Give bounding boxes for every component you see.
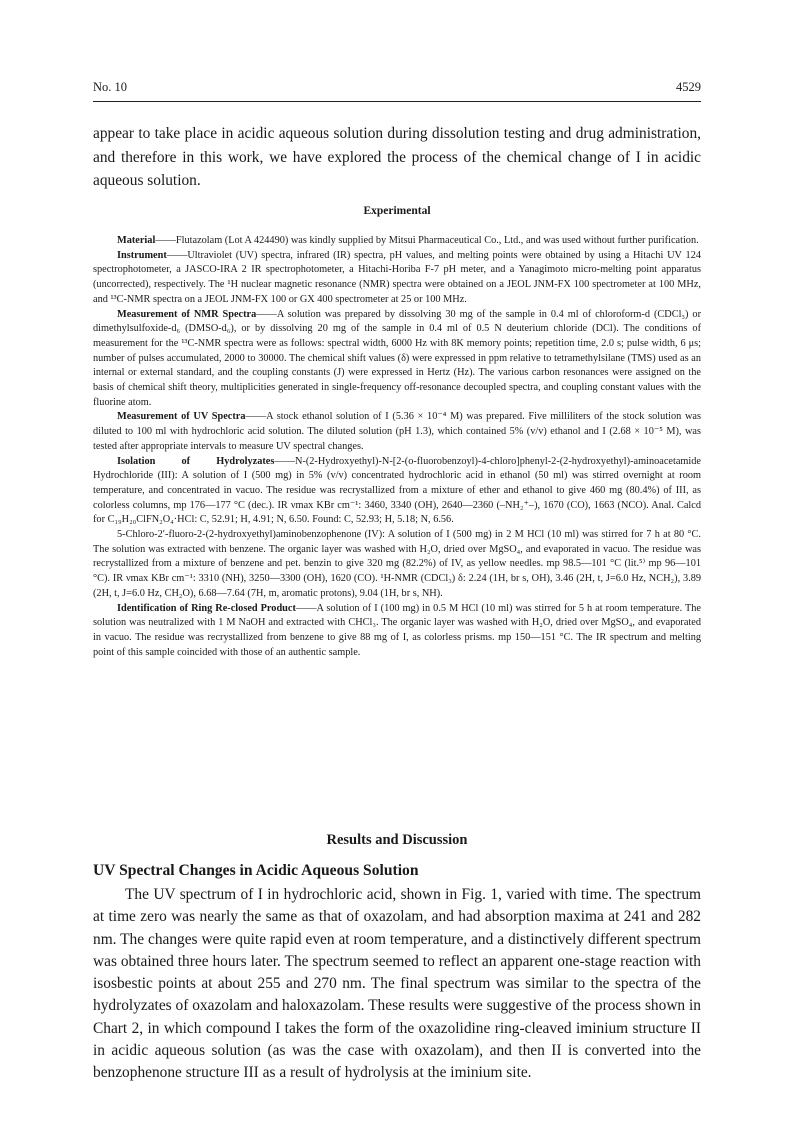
page-header: [93, 80, 701, 98]
uv-changes-subheading: UV Spectral Changes in Acidic Aqueous Solution: [93, 862, 419, 879]
nmr-label: Measurement of NMR Spectra: [117, 308, 257, 320]
intro-paragraph: appear to take place in acidic aqueous solution during dissolution testing and drug administration, and therefore in this work, we have explored the process of the chemical change of I in acidic aqueous solution.: [93, 125, 701, 189]
uv-label: Measurement of UV Spectra: [117, 411, 246, 423]
isolation-paragraph: [93, 455, 701, 529]
results-paragraph: The UV spectrum of I in hydrochloric acid, shown in Fig. 1, varied with time. The spectrum at time zero was nearly the same as that of oxazolam, and had absorption maxima at 241 and 282 nm. The changes were quite rapid even at room temperature, and a distinctively different spectrum was obtained three hours later. The spectrum seemed to reflect an apparent one-stage reaction with isosbestic points at about 255 and 270 nm. The final spectrum was similar to the spectra of the hydrolyzates of oxazolam and haloxazolam. These results were suggestive of the process shown in Chart 2, in which compound I takes the form of the oxazolidine ring-cleaved iminium structure II in acidic aqueous solution (as was the case with oxazolam), and then II is converted into the benzophenone structure III as a result of hydrolysis at the iminium site.: [93, 886, 701, 1082]
header-rule: [93, 101, 701, 102]
results-heading: Results and Discussion: [326, 832, 468, 848]
isolation-text: ——N-(2-Hydroxyethyl)-N-[2-(o-fluorobenzoyl)-4-chloro]phenyl-2-(2-hydroxyethyl)-aminoacetamide Hydrochloride (III): A solution of I (500 mg) in 5% (v/v) concentrated hydrochloric acid in ethanol (50 ml) was stirred overnight at room temperature, and concentrated in vacuo. The residue was recrystallized from a mixture of ether and ethanol to give 460 mg (80.4%) of III, as colorless columns, mp 176—177 °C (dec.). IR νmax KBr cm⁻¹: 3460, 3340 (OH), 2640—2360 (–NH₂⁺–), 1670 (CO), 1663 (NCO). Anal. Calcd for C₁₉H₂₀ClFN₂O₄·HCl: C, 52.91; H, 4.91; N, 6.50. Found: C, 52.93; H, 5.18; N, 6.56.: [93, 455, 701, 526]
instrument-text: ——Ultraviolet (UV) spectra, infrared (IR) spectra, pH values, and melting points were obtained by using a Hitachi UV 124 spectrophotometer, a JASCO-IRA 2 IR spectrophotometer, a Hitachi-Horiba F-7 pH meter, and a Yanagimoto micro-melting point apparatus (uncorrected), respectively. The ¹H nuclear magnetic resonance (NMR) spectra were obtained on a JEOL JNM-FX 100 spectrometer at 100 MHz, and ¹³C-NMR spectra on a JEOL JNM-FX 100 or GX 400 spectrometer at 25 or 100 MHz.: [93, 249, 701, 305]
nmr-paragraph: [93, 308, 701, 411]
journal-issue-number: No. 10: [93, 80, 128, 94]
page-number: 4529: [676, 80, 701, 94]
experimental-section: [93, 234, 701, 660]
material-text: ——Flutazolam (Lot A 424490) was kindly supplied by Mitsui Pharmaceutical Co., Ltd., and was used without further purification.: [155, 235, 699, 246]
instrument-label: Instrument: [117, 249, 167, 261]
ring-label: Identification of Ring Re-closed Product: [117, 602, 296, 614]
instrument-paragraph: [93, 249, 701, 308]
uv-text: ——A stock ethanol solution of I (5.36 × 10⁻⁴ M) was prepared. Five milliliters of the stock solution was diluted to 100 ml with hydrochloric acid solution. The diluted solution (pH 1.3), which contained 5% (v/v) ethanol and I (2.68 × 10⁻⁵ M), was tested after appropriate intervals to measure UV spectral changes.: [93, 411, 701, 452]
uv-paragraph: [93, 410, 701, 454]
material-label: Material: [117, 235, 156, 246]
ring-text: ——A solution of I (100 mg) in 0.5 M HCl (10 ml) was stirred for 5 h at room temperature. The solution was neutralized with 1 M NaOH and extracted with CHCl₃. The organic layer was washed with H₂O, dried over MgSO₄, and evaporated in vacuo. The residue was recrystallized from benzene to give 88 mg of I, as colorless prisms. mp 150—151 °C. The IR spectrum and melting point of this sample coincided with those of an authentic sample.: [93, 602, 701, 658]
nmr-text: ——A solution was prepared by dissolving 30 mg of the sample in 0.4 ml of chloroform-d (CDCl₃) or dimethylsulfoxide-d₆ (DMSO-d₆), or by dissolving 20 mg of the sample in 0.4 ml of 0.5 N deuterium chloride (DCl). The conditions of measurement for the ¹³C-NMR spectra were as follows: spectral width, 6000 Hz with 8K memory points; repetition time, 2.0 s; pulse width, 6 μs; number of pulses accumulated, 2000 to 30000. The chemical shift values (δ) were expressed in ppm relative to tetramethylsilane (TMS) used as an internal or external standard, and the coupling constants (J) were expressed in Hertz (Hz). The various carbon resonances were assigned on the basis of chemical shift theory, multiplicities generated in single-frequency off-resonance decoupled spectra, and coupling constant values with the fluorine atom.: [93, 308, 701, 408]
compound-iv-paragraph: 5-Chloro-2′-fluoro-2-(2-hydroxyethyl)aminobenzophenone (IV): A solution of I (500 mg) in 2 M HCl (10 ml) was stirred for 7 h at 80 °C. The solution was extracted with benzene. The organic layer was washed with H₂O, dried over MgSO₄, and evaporated in vacuo. The residue was recrystallized from a mixture of benzene and pet. benzin to give 320 mg (82.2%) of IV, as yellow needles. mp 98.5—101 °C (lit.⁵⁾ mp 96—101 °C). IR νmax KBr cm⁻¹: 3310 (NH), 3250—3300 (OH), 1620 (CO). ¹H-NMR (CDCl₃) δ: 2.24 (1H, br s, OH), 3.46 (2H, t, J=6.0 Hz, NCH₂), 3.89 (2H, t, J=6.0 Hz, CH₂O), 6.68—7.64 (7H, m, aromatic protons), 9.04 (1H, br s, NH).: [93, 529, 701, 599]
results-section: [93, 884, 701, 1085]
material-paragraph: [93, 234, 701, 249]
experimental-heading: Experimental: [363, 205, 431, 217]
ring-reclosed-paragraph: [93, 602, 701, 661]
isolation-label: Isolation of Hydrolyzates: [117, 455, 275, 467]
